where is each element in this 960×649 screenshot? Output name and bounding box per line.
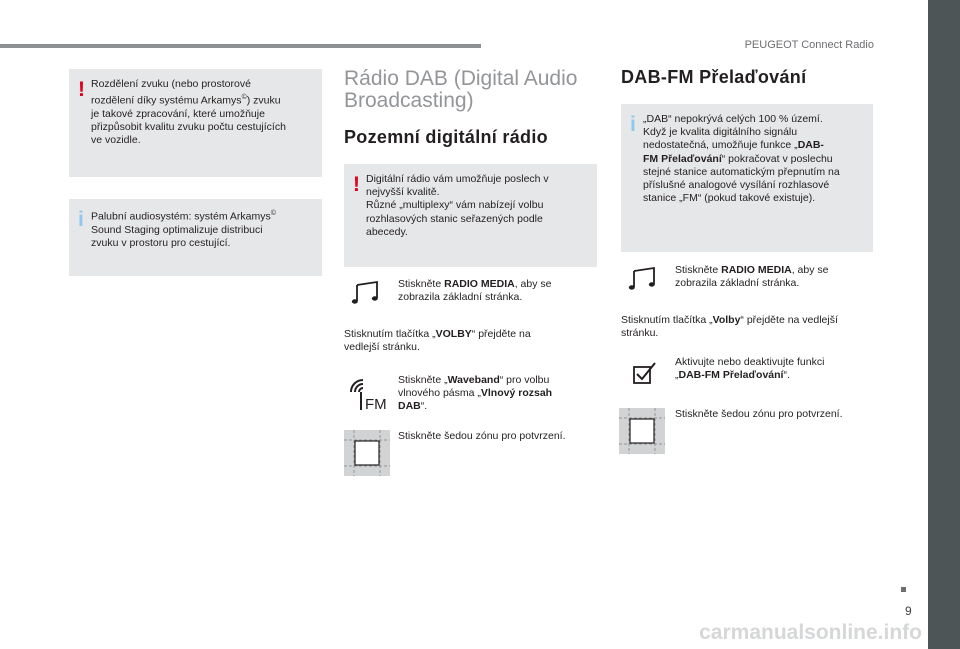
text-line: abecedy. xyxy=(366,225,408,238)
header-rule xyxy=(0,44,481,48)
section-title-dab-fm: DAB-FM Přelaďování xyxy=(621,67,807,87)
text-line: příslušné analogové vysílání rozhlasové xyxy=(643,179,830,192)
text-line: stejné stanice automatickým přepnutím na xyxy=(643,165,840,178)
warning-box-digital-radio xyxy=(344,164,597,267)
checkbox-icon xyxy=(631,360,657,386)
info-icon: i xyxy=(78,208,84,231)
running-header: PEUGEOT Connect Radio xyxy=(744,39,874,51)
watermark: carmanualsonline.info xyxy=(699,621,922,644)
text-line: nejvyšší kvalitě. xyxy=(366,186,440,199)
fm-label: FM xyxy=(365,396,387,412)
warning-icon: ! xyxy=(78,78,85,101)
text-line: Palubní audiosystém: systém Arkamys© xyxy=(91,210,276,223)
grey-zone-icon xyxy=(619,408,665,454)
text-line: rozdělení díky systému Arkamys©) zvuku xyxy=(91,94,281,107)
section-subtitle: Pozemní digitální rádio xyxy=(344,127,548,147)
warning-icon: ! xyxy=(353,173,360,196)
step-radio-media: Stiskněte RADIO MEDIA, aby se zobrazila základní stránka. xyxy=(398,278,552,304)
music-note-icon xyxy=(628,266,658,292)
warning-box-sound-distribution xyxy=(69,69,322,177)
text-line: Sound Staging optimalizuje distribuci xyxy=(91,223,263,236)
text-line: „DAB“ nepokrývá celých 100 % území. xyxy=(643,113,823,125)
step-toggle-dab-fm: Aktivujte nebo deaktivujte funkci „DAB-FM Přelaďování“. xyxy=(675,356,825,382)
paragraph-options: Stisknutím tlačítka „Volby“ přejděte na vedlejší stránku. xyxy=(621,314,838,340)
info-box-dab-coverage xyxy=(621,104,873,252)
step-confirm: Stiskněte šedou zónu pro potvrzení. xyxy=(675,408,843,420)
step-radio-media: Stiskněte RADIO MEDIA, aby se zobrazila základní stránka. xyxy=(675,264,829,290)
radio-fm-icon xyxy=(347,376,389,412)
info-icon: i xyxy=(630,113,636,136)
text-line: Digitální rádio vám umožňuje poslech v xyxy=(366,173,549,185)
text-line: nedostatečná, umožňuje funkce „DAB- xyxy=(643,139,824,152)
text-line: je takové zpracování, které umožňuje xyxy=(91,107,265,120)
step-confirm: Stiskněte šedou zónu pro potvrzení. xyxy=(398,430,566,442)
text-line: zvuku v prostoru pro cestující. xyxy=(91,236,231,249)
continuation-marker xyxy=(901,587,906,592)
text-line: stanice „FM“ (pokud takové existuje). xyxy=(643,192,816,205)
text-line: Rozdělení zvuku (nebo prostorové xyxy=(91,78,251,90)
step-waveband: Stiskněte „Waveband“ pro volbu vlnového pásma „Vlnový rozsah DAB“. xyxy=(398,374,553,413)
text-line: rozhlasových stanic seřazených podle xyxy=(366,212,543,225)
text-line: Když je kvalita digitálního signálu xyxy=(643,126,798,139)
section-title-dab: Rádio DAB (Digital Audio Broadcasting) xyxy=(344,67,578,112)
text-line: Různé „multiplexy“ vám nabízejí volbu xyxy=(366,199,544,212)
page-number: 9 xyxy=(905,604,912,618)
text-line: přizpůsobit kvalitu zvuku počtu cestujících xyxy=(91,121,286,134)
info-box-arkamys xyxy=(69,199,322,276)
text-line: ve vozidle. xyxy=(91,134,141,147)
music-note-icon xyxy=(351,280,381,306)
grey-zone-icon xyxy=(344,430,390,476)
text-line: FM Přelaďování“ pokračovat v poslechu xyxy=(643,152,833,165)
page-edge-tab xyxy=(928,0,960,649)
paragraph-options: Stisknutím tlačítka „VOLBY“ přejděte na vedlejší stránku. xyxy=(344,328,531,354)
